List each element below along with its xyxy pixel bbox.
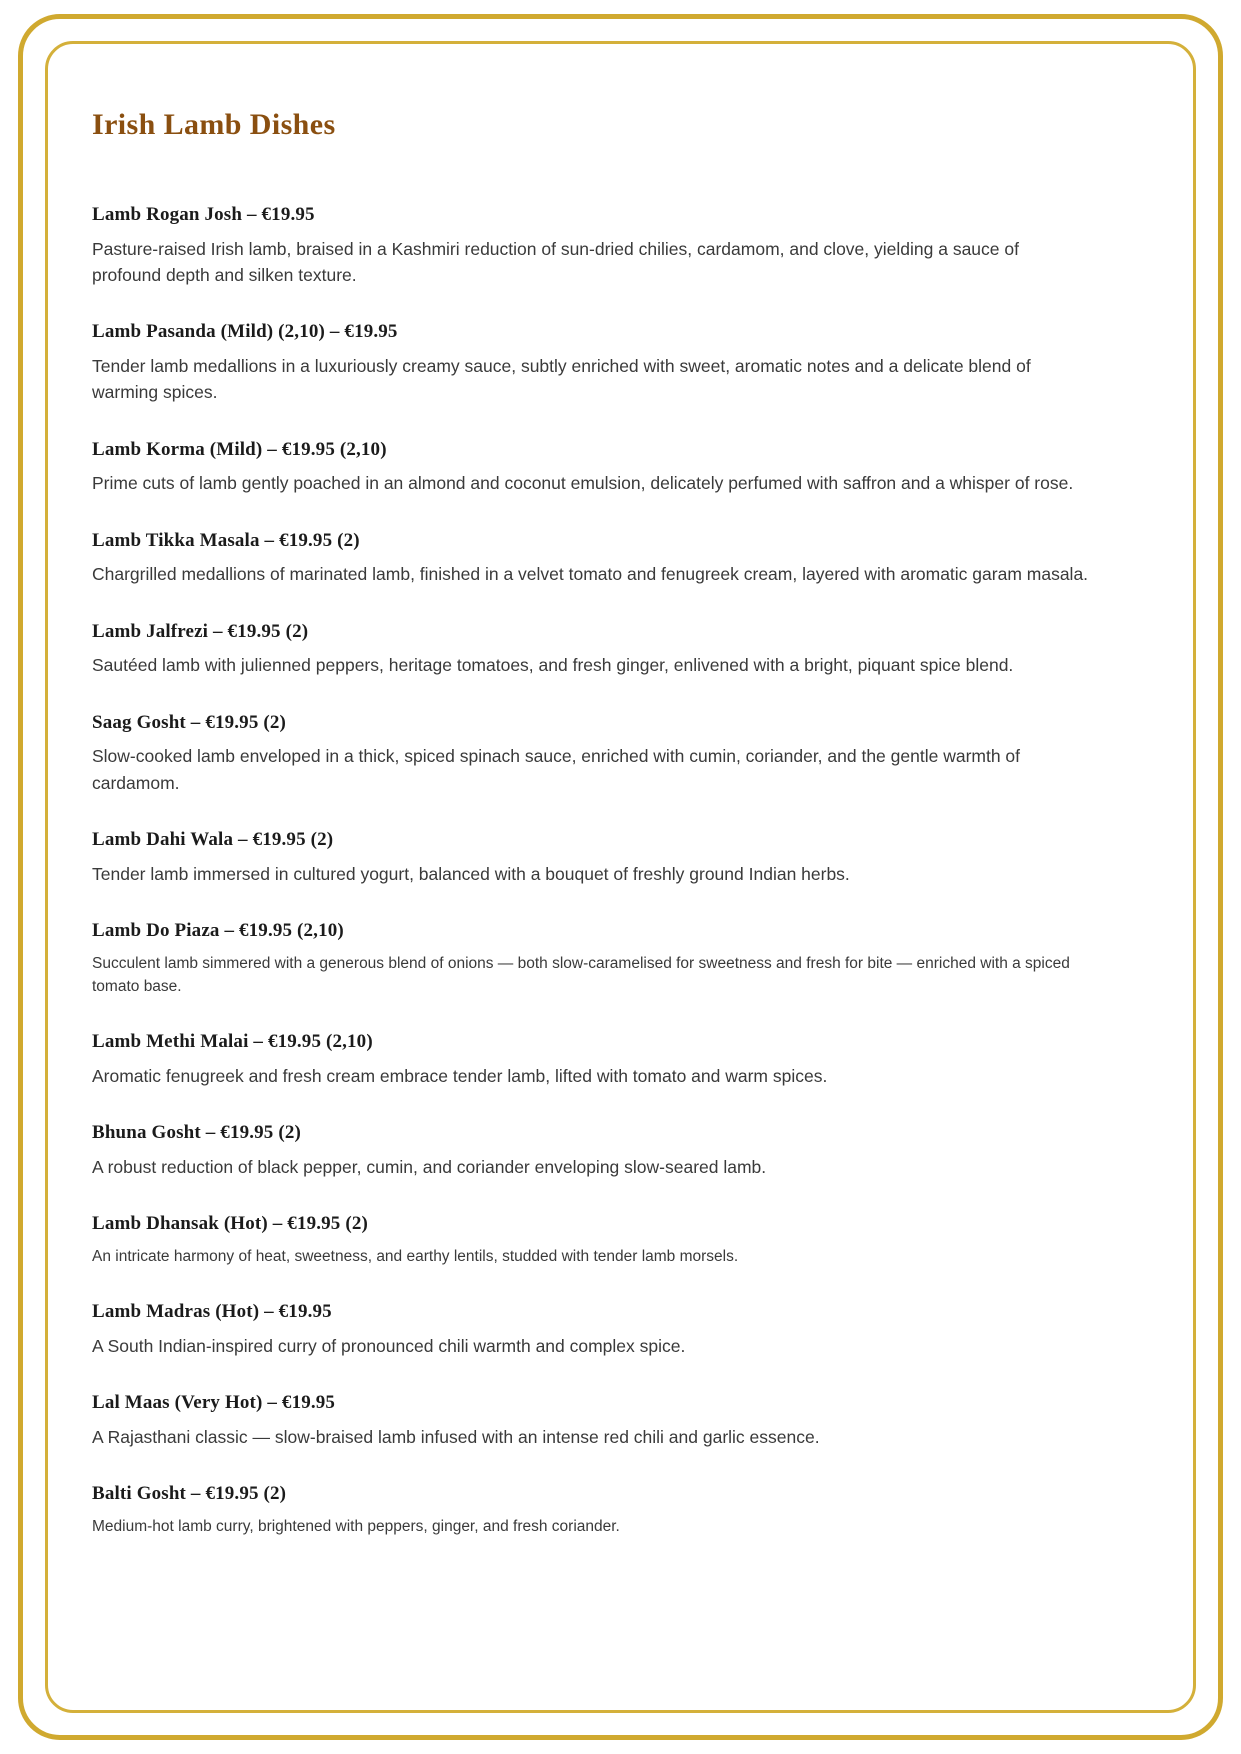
dish-item xyxy=(92,1030,1149,1089)
menu-page-frame-inner xyxy=(45,41,1196,1713)
dish-name: Lamb Korma (Mild) – €19.95 (2,10) xyxy=(92,438,387,460)
dish-name: Lamb Dahi Wala – €19.95 (2) xyxy=(92,828,334,850)
dish-description: A Rajasthani classic — slow-braised lamb infused with an intense red chili and garlic essence. xyxy=(92,1426,820,1447)
dish-item xyxy=(92,1482,1149,1538)
dish-description: Pasture-raised Irish lamb, braised in a Kashmiri reduction of sun-dried chilies, cardamom, and clove, yielding a sauce of profound depth and silken texture. xyxy=(92,238,1019,285)
dish-name: Bhuna Gosht – €19.95 (2) xyxy=(92,1122,301,1143)
menu-content xyxy=(92,108,1149,1680)
dish-item xyxy=(92,320,1149,405)
dish-name: Lamb Rogan Josh – €19.95 xyxy=(92,204,315,225)
dish-item xyxy=(92,1300,1149,1359)
dish-description: Slow-cooked lamb enveloped in a thick, spiced spinach sauce, enriched with cumin, coriander, and the gentle warmth of cardamom. xyxy=(92,746,1021,793)
page-title: Irish Lamb Dishes xyxy=(92,108,336,141)
dish-description: Prime cuts of lamb gently poached in an almond and coconut emulsion, delicately perfumed with saffron and a whisper of rose. xyxy=(92,473,1074,494)
dish-item xyxy=(92,828,1149,887)
dish-description: A South Indian-inspired curry of pronounced chili warmth and complex spice. xyxy=(92,1335,686,1356)
dish-name: Saag Gosht – €19.95 (2) xyxy=(92,711,286,733)
dish-description: Tender lamb immersed in cultured yogurt, balanced with a bouquet of freshly ground Indian herbs. xyxy=(92,863,850,884)
dish-item xyxy=(92,620,1149,679)
dish-item xyxy=(92,1121,1149,1180)
dish-name: Lamb Tikka Masala – €19.95 (2) xyxy=(92,529,360,551)
dish-item xyxy=(92,203,1149,288)
dish-name: Lamb Methi Malai – €19.95 (2,10) xyxy=(92,1031,373,1052)
dish-name: Lamb Do Piaza – €19.95 (2,10) xyxy=(92,919,344,941)
dish-name: Lamb Dhansak (Hot) – €19.95 (2) xyxy=(92,1213,368,1234)
dish-name: Lal Maas (Very Hot) – €19.95 xyxy=(92,1392,336,1413)
dish-description: Medium-hot lamb curry, brightened with peppers, ginger, and fresh coriander. xyxy=(92,1517,620,1535)
dish-item xyxy=(92,438,1149,497)
dish-item xyxy=(92,919,1149,998)
dish-description: An intricate harmony of heat, sweetness, and earthy lentils, studded with tender lamb morsels. xyxy=(92,1247,739,1265)
dish-name: Lamb Jalfrezi – €19.95 (2) xyxy=(92,620,309,642)
menu-page-frame-outer xyxy=(18,14,1223,1740)
dish-description: Chargrilled medallions of marinated lamb, finished in a velvet tomato and fenugreek cream, layered with aromatic garam masala. xyxy=(92,564,1089,585)
dish-item xyxy=(92,1391,1149,1450)
dish-description: Aromatic fenugreek and fresh cream embrace tender lamb, lifted with tomato and warm spices. xyxy=(92,1065,828,1086)
dish-description: Tender lamb medallions in a luxuriously creamy sauce, subtly enriched with sweet, aromatic notes and a delicate blend of warming spices. xyxy=(92,356,1031,403)
dish-description: Succulent lamb simmered with a generous blend of onions — both slow-caramelised for sweetness and fresh for bite — enriched with a spiced tomato base. xyxy=(92,954,1070,995)
dish-name: Balti Gosht – €19.95 (2) xyxy=(92,1483,287,1504)
dish-item xyxy=(92,711,1149,796)
dish-name: Lamb Pasanda (Mild) (2,10) – €19.95 xyxy=(92,321,398,343)
dish-item xyxy=(92,1212,1149,1268)
dish-description: A robust reduction of black pepper, cumin, and coriander enveloping slow-seared lamb. xyxy=(92,1156,767,1177)
dish-list xyxy=(92,203,1149,1538)
dish-name: Lamb Madras (Hot) – €19.95 xyxy=(92,1301,332,1322)
dish-description: Sautéed lamb with julienned peppers, heritage tomatoes, and fresh ginger, enlivened with a bright, piquant spice blend. xyxy=(92,655,1014,676)
dish-item xyxy=(92,529,1149,588)
